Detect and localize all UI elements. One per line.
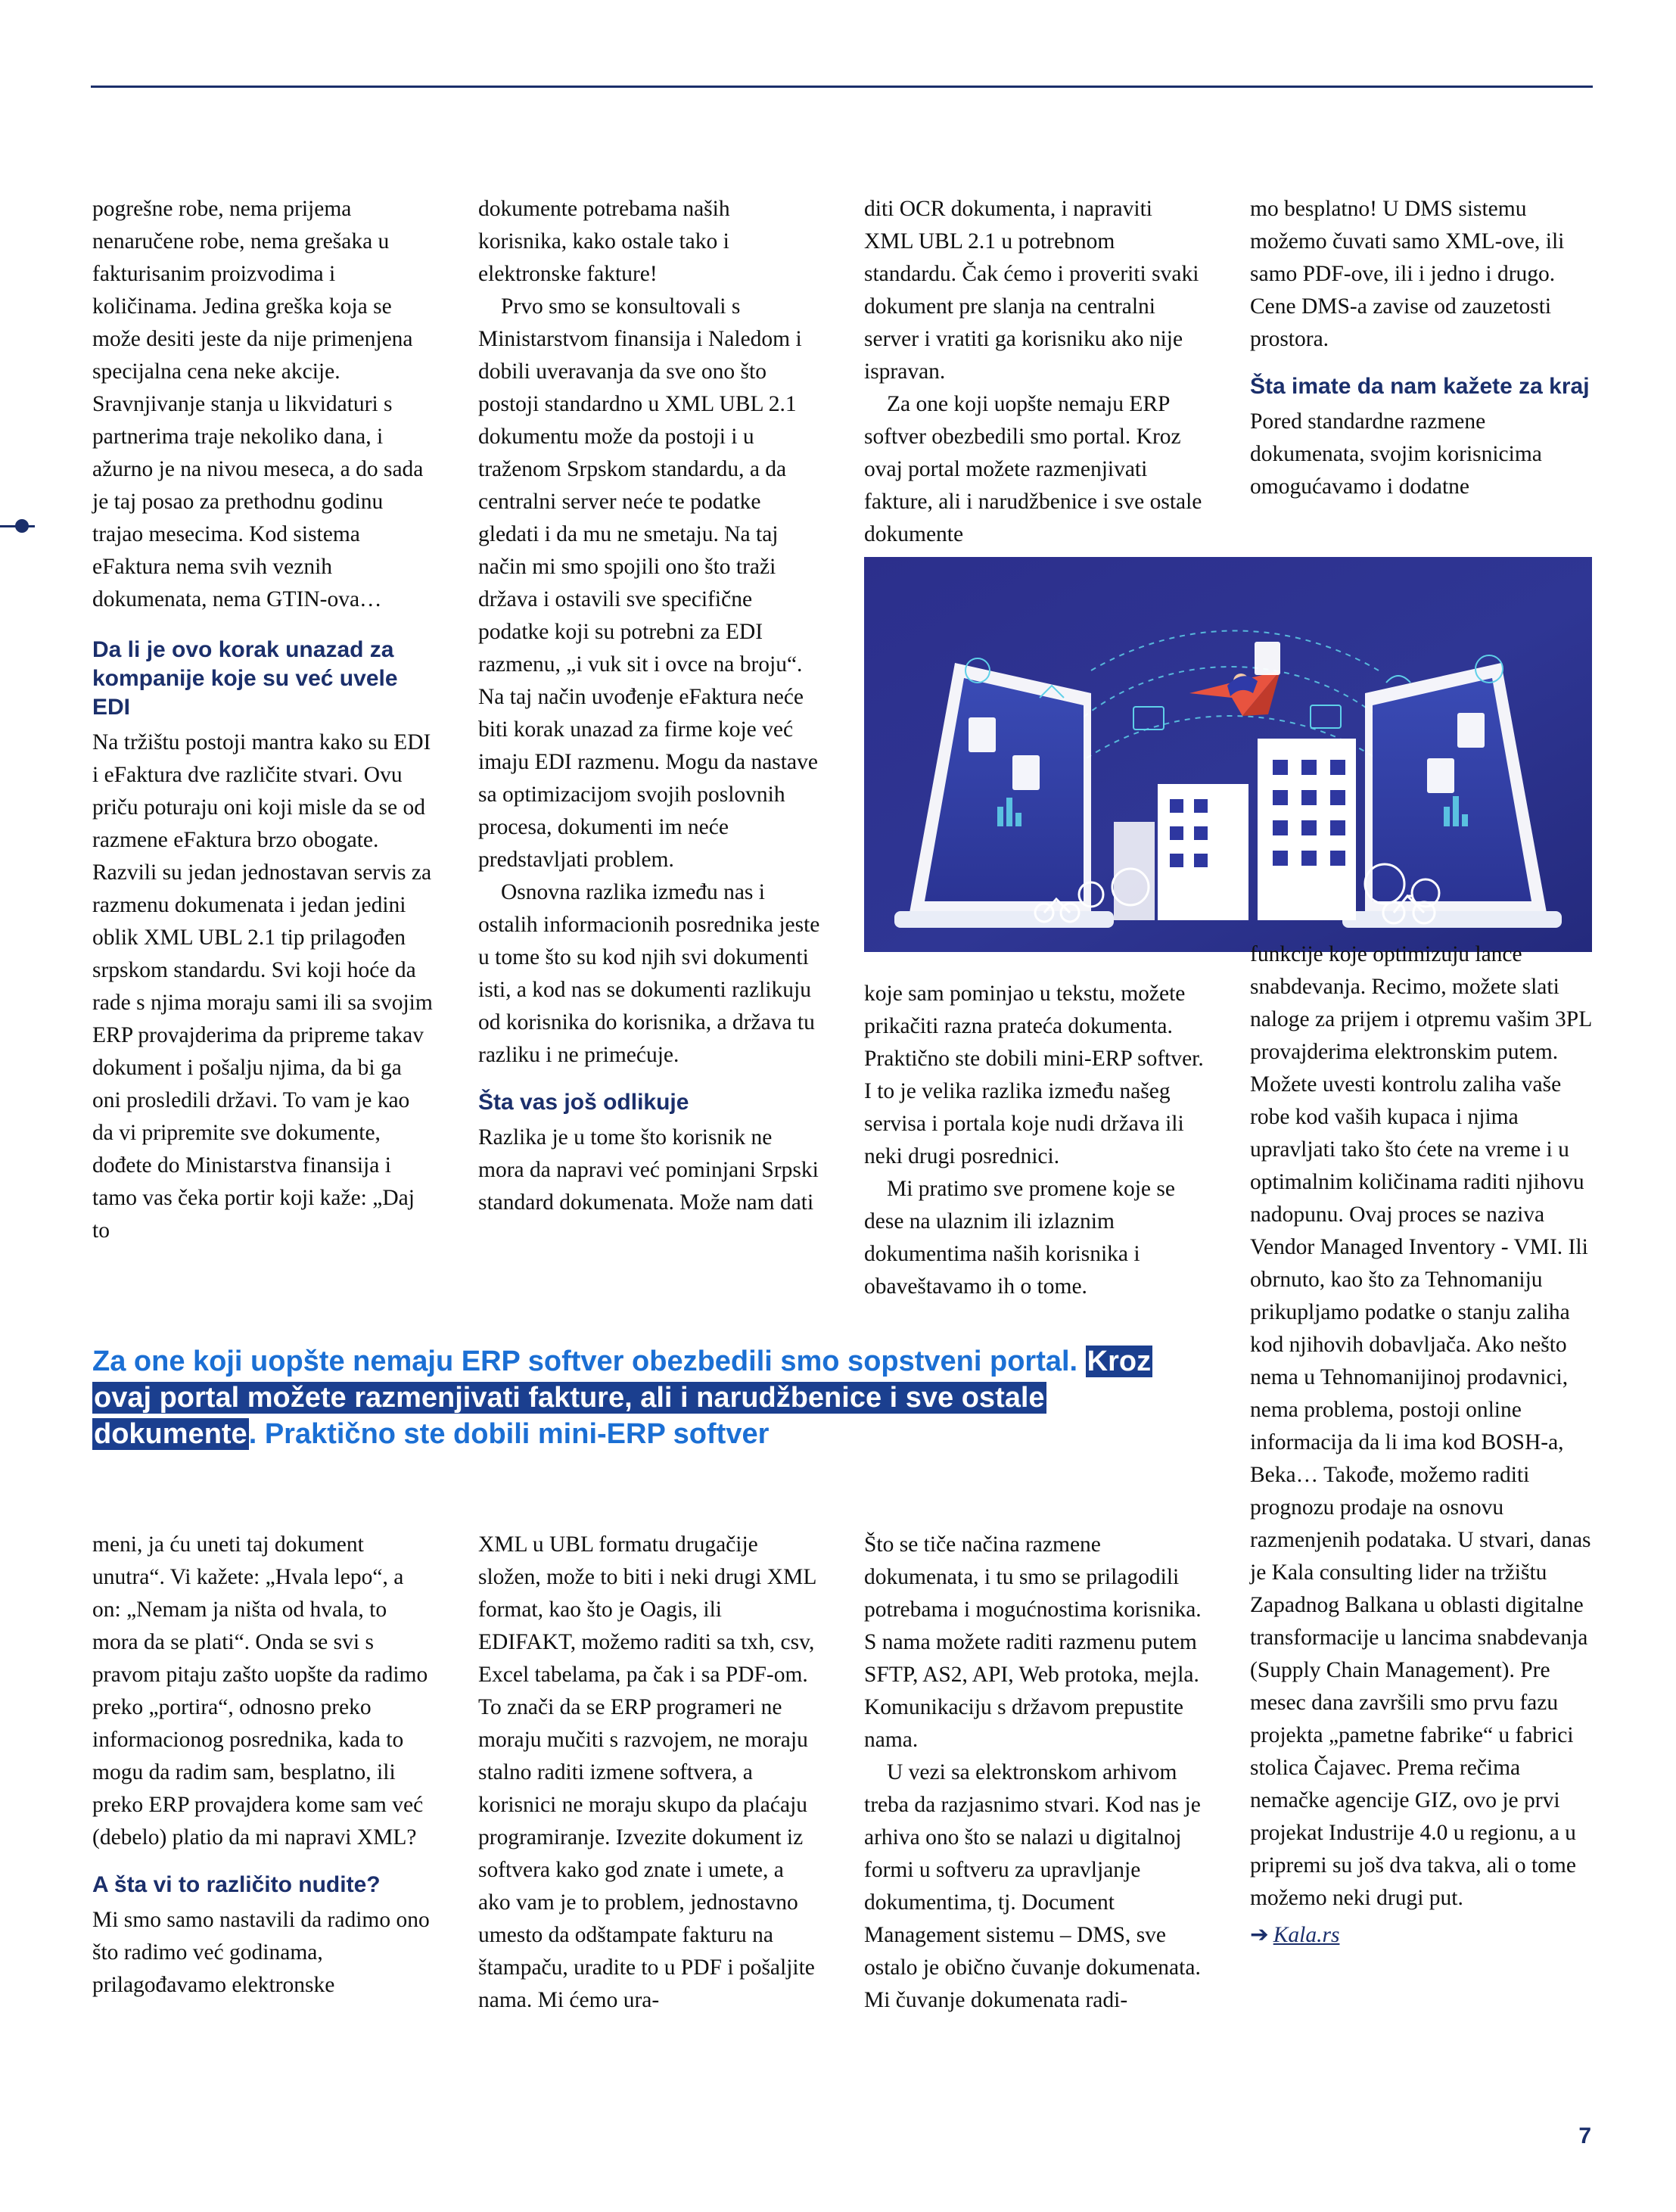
paragraph: koje sam pominjao u tekstu, možete prikačiti razna prateća dokumenta. Praktično ste dobili mini-ERP softver. I to je velika razlika između našeg servisa i portala koje nudi država ili neki drugi posrednici. [864,982,1204,1168]
paragraph: U vezi sa elektronskom arhivom treba da razjasnimo stvari. Kod nas je arhiva ono što se nalazi u digitalnoj formi u softveru za upravljanje dokumentima, tj. Document Management sistemu – DMS, sve ostalo je obično čuvanje dokumenata. Mi čuvanje dokumenata radi- [864,1760,1201,2012]
text-column-bottom-3 [864,1529,1206,2017]
text-column-2 [478,193,820,1219]
text-column-1 [92,193,434,1247]
paragraph: Mi smo samo nastavili da radimo ono što radimo već godinama, prilagođavamo elektronske [92,1908,430,1997]
arrow-icon: ➔ [1250,1923,1269,1947]
paragraph: mo besplatno! U DMS sistemu možemo čuvati samo XML-ove, ili samo PDF-ove, ili i jedno i drugo. Cene DMS-a zavise od zauzetosti prostora. [1250,197,1565,351]
document-exchange-illustration [864,557,1592,952]
text-column-4 [1250,193,1592,503]
section-heading-nudite: A šta vi to različito nudite? [92,1872,381,1897]
paragraph: Osnovna razlika između nas i ostalih informacionih posrednika jeste u tome što su kod njih svi dokumenti isti, a kod nas se dokumenti razlikuju od korisnika do korisnika, a država tu razliku i ne primećuje. [478,880,820,1067]
paragraph: dokumente potrebama naših korisnika, kako ostale tako i elektronske fakture! [478,197,730,286]
paragraph: Na tržištu postoji mantra kako su EDI i eFaktura dve različite stvari. Ovu priču poturaju oni koji misle da se od razmene eFaktura brzo obogate. Razvili su jedan jednostavan servis za razmenu dokumenata i jedan jedini oblik XML UBL 2.1 tip prilagođen srpskom standardu. Svi koji hoće da rade s njima moraju sami ili sa svojim ERP provajderima da pripreme takav dokument i pošalju njima, da bi ga oni prosledili državi. To vam je kao da vi pripremite sve dokumente, dođete do Ministarstva finansija i tamo vas čeka portir koji kaže: „Daj to [92,730,433,1243]
text-column-4-lower [1250,938,1592,1952]
text-column-3-lower [864,978,1206,1303]
paragraph: Pored standardne razmene dokumenata, svojim korisnicima omogućavamo i dodatne [1250,409,1542,499]
pull-quote-part-2: . Praktično ste dobili mini-ERP softver [248,1418,770,1450]
text-column-bottom-1 [92,1529,434,2002]
pull-quote-highlight: Kroz ovaj portal možete razmenjivati fakture, ali i narudžbenice i sve ostale dokumente [94,1346,1152,1450]
pull-quote-part-1: Za one koji uopšte nemaju ERP softver obezbedili smo sopstveni portal. [92,1346,1086,1377]
paragraph: meni, ja ću uneti taj dokument unutra“. Vi kažete: „Hvala lepo“, a on: „Nemam ja ništa od hvala, to mora da se plati“. Onda se svi s pravom pitaju zašto uopšte da radimo preko „portira“, odnosno preko informacionog posrednika, kada to mogu da radim sam, besplatno, ili preko ERP provajdera kome sam već (debelo) platio da mi napravi XML? [92,1532,428,1850]
section-heading-edi: Da li je ovo korak unazad za kompanije koje su već uvele EDI [92,637,398,720]
section-heading-kraj: Šta imate da nam kažete za kraj [1250,374,1590,399]
header-rule [91,86,1593,88]
paragraph: Razlika je u tome što korisnik ne mora da napravi već pominjani Srpski standard dokumenata. Može nam dati [478,1125,819,1215]
paragraph: Što se tiče načina razmene dokumenata, i tu smo se prilagodili potrebama i mogućnostima korisnika. S nama možete raditi razmenu putem SFTP, AS2, API, Web protoka, mejla. Komunikaciju s državom prepustite nama. [864,1532,1202,1752]
page-marker-dot [0,519,45,533]
text-column-3 [864,193,1206,551]
illustration-svg [864,557,1592,952]
paragraph: XML u UBL formatu drugačije složen, može to biti i neki drugi XML format, kao što je Oagis, ili EDIFAKT, možemo raditi sa txh, csv, Excel tabelama, pa čak i sa PDF-om. To znači da se ERP programeri ne moraju mučiti s razvojem, ne moraju stalno raditi izmene softvera, a korisnici ne moraju skupo da plaćaju programiranje. Izvezite dokument iz softvera kako god znate i umete, a ako vam je to problem, jednostavno umesto da odštampate fakturu na štampaču, uradite to u PDF i pošaljite nama. Mi ćemo ura- [478,1532,816,2012]
paragraph: funkcije koje optimizuju lance snabdevanja. Recimo, možete slati naloge za prijem i otpremu vašim 3PL provajderima elektronskim putem. Možete uvesti kontrolu zaliha vaše robe kod vaših kupaca i njima upravljati tako što ćete na vreme i u optimalnim količinama raditi njihovu nadopunu. Ovaj proces se naziva Vendor Managed Inventory - VMI. Ili obrnuto, kao što za Tehnomaniju prikupljamo podatke o stanju zaliha kod njihovih dobavljača. Ako nešto nema u Tehnomanijinoj prodavnici, nema problema, postoji online informacija da li ima kod BOSH-a, Beka… Takođe, možemo raditi prognozu prodaje na osnovu razmenjenih podataka. U stvari, danas je Kala consulting lider na tržištu Zapadnog Balkana u oblasti digitalne transformacije u lancima snabdevanja (Supply Chain Management). Pre mesec dana završili smo prvu fazu projekta „pametne fabrike“ u fabrici stolica Čajavec. Prema rečima nemačke agencije GIZ, ovo je prvi projekat Industrije 4.0 u regionu, a u pripremi su još dva takva, ali o tome možemo neki drugi put. [1250,942,1592,1910]
kala-link-row [1250,1919,1592,1952]
paragraph: Mi pratimo sve promene koje se dese na ulaznim ili izlaznim dokumentima naših korisnika i obaveštavamo ih o tome. [864,1177,1175,1299]
paragraph: Za one koji uopšte nemaju ERP softver obezbedili smo portal. Kroz ovaj portal možete razmenjivati fakture, ali i narudžbenice i sve ostale dokumente [864,392,1202,546]
kala-website-link[interactable]: Kala.rs [1273,1923,1340,1947]
text-column-bottom-2 [478,1529,820,2017]
marker-circle [15,519,29,533]
section-heading-odlikuje: Šta vas još odlikuje [478,1090,689,1115]
page-number: 7 [1578,2123,1591,2148]
pull-quote [92,1343,1206,1452]
paragraph: Prvo smo se konsultovali s Ministarstvom finansija i Naledom i dobili uveravanja da sve ono što postoji standardno u XML UBL 2.1 dokumentu može da postoji i u traženom Srpskom standardu, a da centralni server neće te podatke gledati i da mu ne smetaju. Na taj način mi smo spojili ono što traži država i ostavili sve specifične podatke koji su potrebni za EDI razmenu, „i vuk sit i ovce na broju“. Na taj način uvođenje eFaktura neće biti korak unazad za firme koje već imaju EDI razmenu. Mogu da nastave sa optimizacijom svojih poslovnih procesa, dokumenti im neće predstavljati problem. [478,294,818,872]
paragraph: diti OCR dokumenta, i napraviti XML UBL 2.1 u potrebnom standardu. Čak ćemo i proveriti svaki dokument pre slanja na centralni server i vratiti ga korisniku ako nije ispravan. [864,197,1199,384]
paragraph: pogrešne robe, nema prijema nenaručene robe, nema grešaka u fakturisanim proizvodima i količinama. Jedina greška koja se može desiti jeste da nije primenjena specijalna cena neke akcije. Sravnjivanje stanja u likvidaturi s partnerima traje nekoliko dana, i ažurno je na nivou meseca, a do sada je taj posao za prethodnu godinu trajao mesecima. Kod sistema eFaktura nema svih veznih dokumenata, nema GTIN-ova… [92,197,424,611]
